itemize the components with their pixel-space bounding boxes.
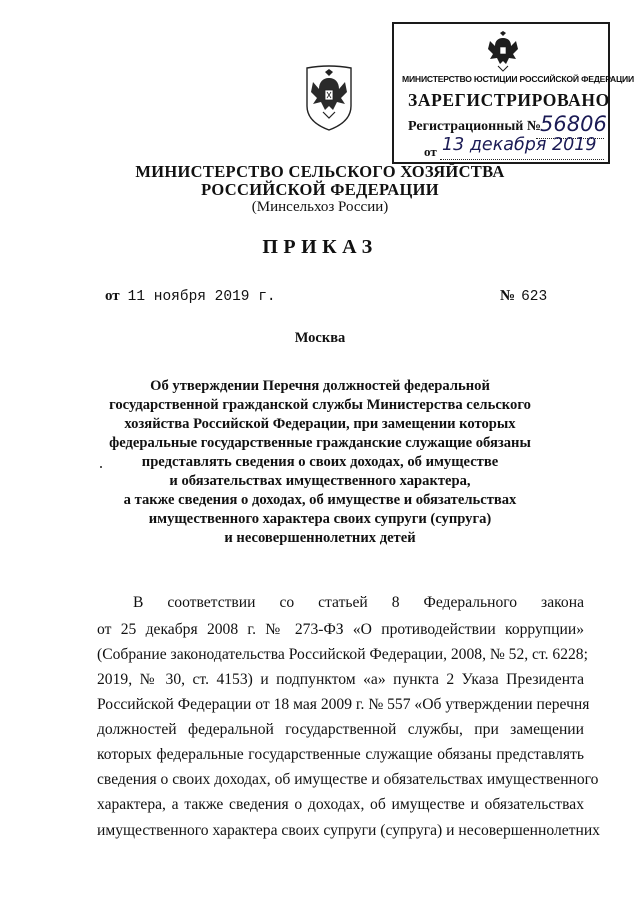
body-line: В соответствии со статьей 8 Федерального закона <box>133 594 584 611</box>
subject-line: Об утверждении Перечня должностей федеральной <box>150 378 490 394</box>
ministry-name-line1: МИНИСТЕРСТВО СЕЛЬСКОГО ХОЗЯЙСТВА <box>135 162 505 181</box>
order-number-prefix: № <box>500 288 516 304</box>
scan-speck <box>100 466 102 468</box>
body-line: от 25 декабря 2008 г. № 273-ФЗ «О противодействии коррупции» <box>97 621 584 638</box>
registration-stamp <box>392 22 635 164</box>
subject-line: федеральные государственные гражданские служащие обязаны <box>109 435 531 451</box>
body-line: 2019, № 30, ст. 4153) и подпунктом «а» пункта 2 Указа Президента <box>97 671 584 688</box>
order-title: ПРИКАЗ <box>262 236 378 258</box>
subject-line: хозяйства Российской Федерации, при замещении которых <box>124 416 516 432</box>
coat-of-arms-icon <box>303 62 355 132</box>
stamp-date-value: 13 декабря 2019 <box>442 135 597 155</box>
subject-line: и обязательствах имущественного характера, <box>169 473 471 489</box>
stamp-regnum-value: 56806 <box>540 112 607 136</box>
stamp-date-underline <box>440 159 604 160</box>
ministry-name-line2: РОССИЙСКОЙ ФЕДЕРАЦИИ <box>201 180 439 199</box>
coat-of-arms-icon <box>485 30 521 76</box>
body-line: имущественного характера своих супруги (супруга) и несовершеннолетних <box>97 822 600 839</box>
body-line: Российской Федерации от 18 мая 2009 г. № 557 «Об утверждении перечня <box>97 696 590 713</box>
body-line: сведения о своих доходах, об имуществе и обязательствах имущественного <box>97 771 599 788</box>
body-line: которых федеральные государственные служащие обязаны представлять <box>97 746 584 763</box>
stamp-registered-label: ЗАРЕГИСТРИРОВАНО <box>408 90 610 110</box>
order-city: Москва <box>294 330 346 346</box>
subject-line: имущественного характера своих супруги (супруга) <box>148 511 492 527</box>
subject-line: представлять сведения о своих доходах, об имуществе <box>141 454 499 470</box>
order-date <box>105 287 276 305</box>
subject-line: а также сведения о доходах, об имуществе и обязательствах <box>123 492 517 508</box>
body-line: (Собрание законодательства Российской Федерации, 2008, № 52, ст. 6228; <box>97 646 588 663</box>
subject-line: и несовершеннолетних детей <box>224 530 416 546</box>
order-date-prefix: от <box>105 288 120 304</box>
stamp-date-label: от <box>424 144 437 159</box>
body-line: должностей федеральной государственной службы, при замещении <box>97 721 584 738</box>
order-number <box>500 287 547 305</box>
order-number-value: 623 <box>521 289 548 305</box>
subject-line: государственной гражданской службы Министерства сельского <box>109 397 531 413</box>
stamp-ministry-name: МИНИСТЕРСТВО ЮСТИЦИИ РОССИЙСКОЙ ФЕДЕРАЦИИ <box>402 74 635 84</box>
body-line: характера, а также сведения о доходах, об имуществе и обязательствах <box>97 796 584 813</box>
stamp-regnum-label: Регистрационный № <box>408 119 541 134</box>
ministry-abbreviation: (Минсельхоз России) <box>251 199 389 215</box>
order-date-value: 11 ноября 2019 г. <box>127 289 276 305</box>
